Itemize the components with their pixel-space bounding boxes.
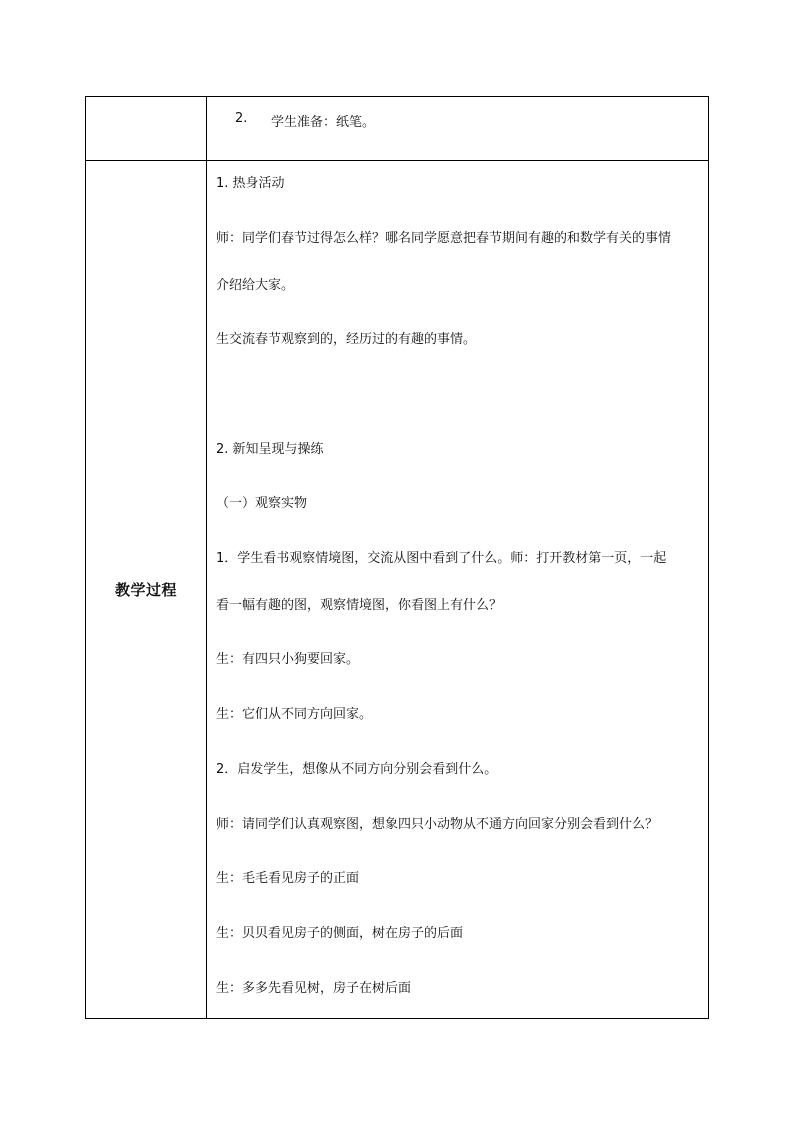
teaching-process-row — [86, 161, 709, 1019]
step-1-line-2: 看一幅有趣的图，观察情境图，你看图上有什么？ — [216, 598, 503, 613]
teacher-prompt: 师：请同学们认真观察图，想象四只小动物从不通方向回家分别会看到什么？ — [216, 817, 659, 832]
preparation-content-cell — [207, 97, 709, 161]
student-answer-5: 生：多多先看见树，房子在树后面 — [216, 981, 412, 996]
preparation-label-cell — [86, 97, 207, 161]
step-1-line-1: 1．学生看书观察情境图，交流从图中看到了什么。师：打开教材第一页，一起 — [216, 551, 667, 566]
preparation-item-number: 2. — [235, 111, 248, 126]
subheading-observe-objects: （一）观察实物 — [216, 496, 308, 511]
heading-new-knowledge: 2. 新知呈现与操练 — [216, 442, 324, 457]
teaching-process-label-cell — [86, 161, 207, 1019]
student-answer-3: 生：毛毛看见房子的正面 — [216, 871, 360, 886]
student-answer-2: 生：它们从不同方向回家。 — [216, 707, 373, 722]
student-response: 生交流春节观察到的，经历过的有趣的事情。 — [216, 332, 477, 347]
teaching-process-body — [207, 161, 708, 1018]
section-label-teaching-process: 教学过程 — [114, 581, 177, 599]
preparation-row — [86, 97, 709, 161]
student-answer-4: 生：贝贝看见房子的侧面，树在房子的后面 — [216, 926, 464, 941]
preparation-item — [207, 97, 708, 160]
step-2: 2．启发学生，想像从不同方向分别会看到什么。 — [216, 762, 498, 777]
teaching-process-content-cell — [207, 161, 709, 1019]
preparation-item-text: 学生准备：纸笔。 — [271, 115, 376, 130]
student-answer-1: 生：有四只小狗要回家。 — [216, 652, 360, 667]
lesson-plan-table — [85, 96, 709, 1019]
heading-warmup: 1. 热身活动 — [216, 176, 285, 191]
teacher-question-line-1: 师：同学们春节过得怎么样？哪名同学愿意把春节期间有趣的和数学有关的事情 — [216, 231, 672, 246]
teacher-question-line-2: 介绍给大家。 — [216, 278, 295, 293]
